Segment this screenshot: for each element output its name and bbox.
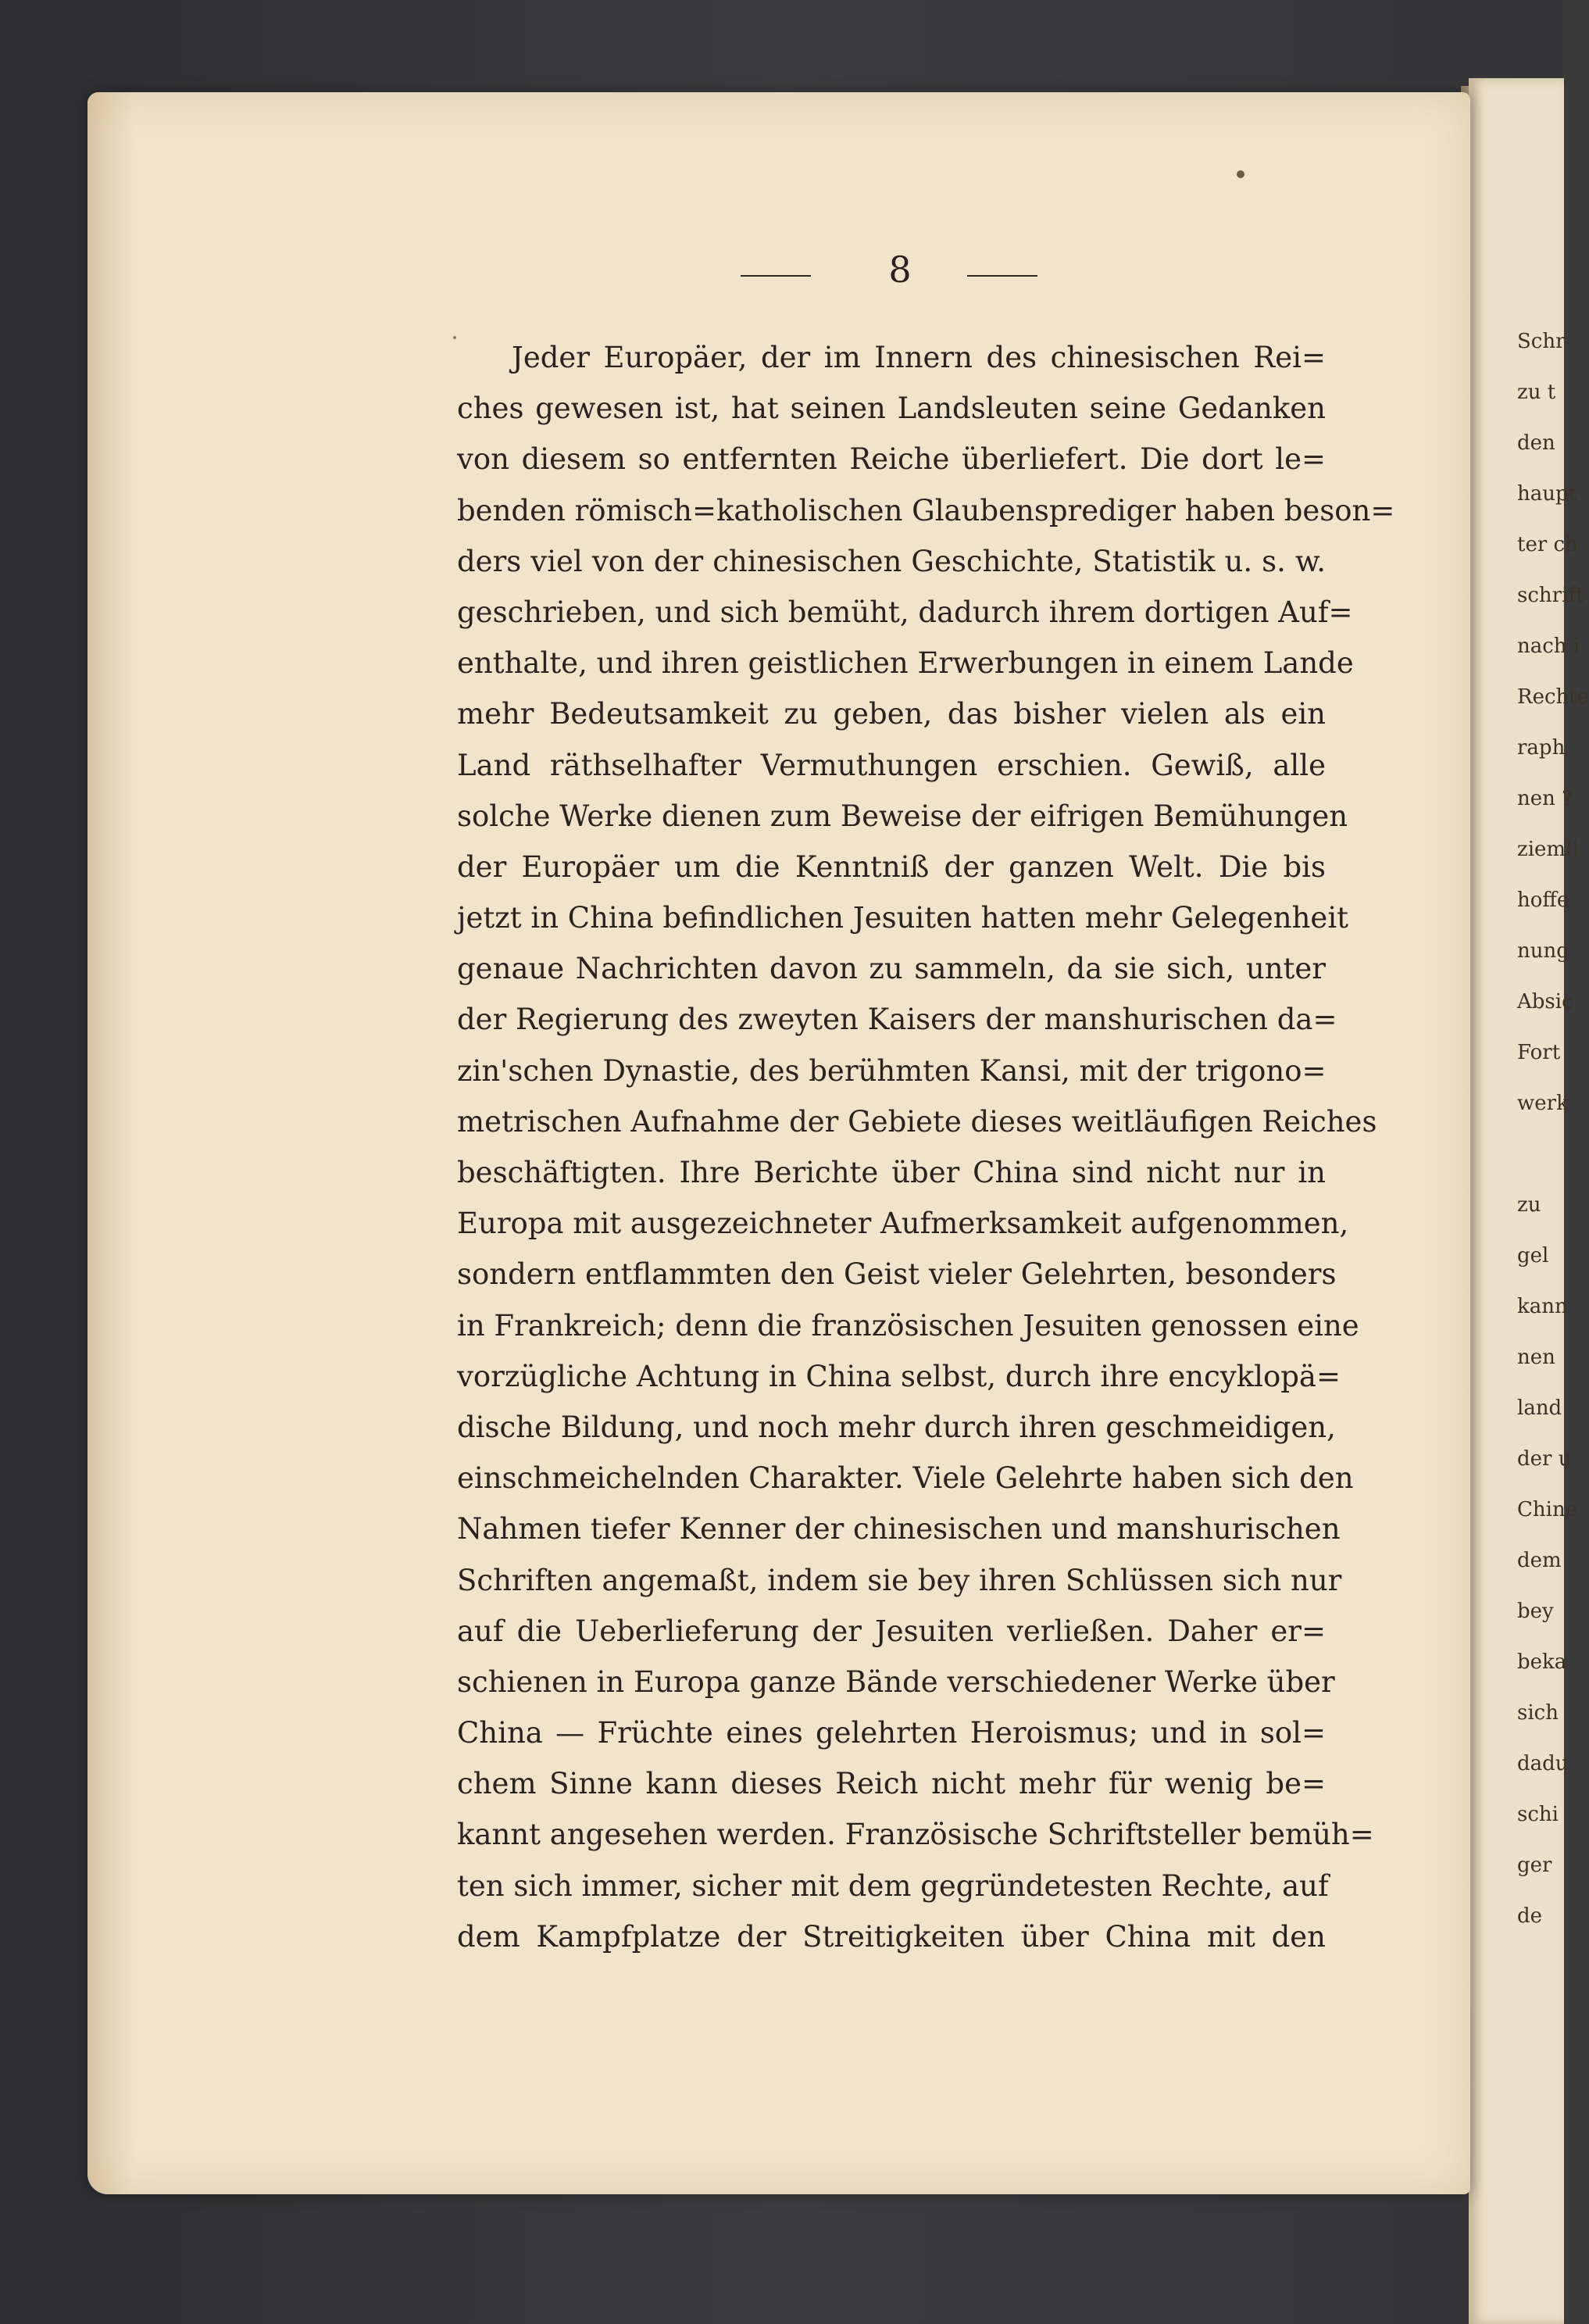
next-page-line: der u	[1517, 1447, 1572, 1471]
text-line: einschmeichelnden Charakter. Viele Gelehrte haben sich den	[457, 1461, 1354, 1496]
next-page-line: haupt	[1517, 482, 1577, 506]
text-line: der Regierung des zweyten Kaisers der manshurischen da=	[457, 1003, 1337, 1037]
text-line: enthalte, und ihren geistlichen Erwerbungen in einem Lande	[457, 646, 1354, 681]
next-page-line: Chine	[1517, 1498, 1578, 1521]
page-number: 8	[888, 248, 912, 291]
next-page-line: Fort	[1517, 1041, 1561, 1064]
next-page-line: schi	[1517, 1803, 1559, 1826]
text-line: auf die Ueberlieferung der Jesuiten verließen. Daher er=	[457, 1614, 1326, 1648]
text-line: China — Früchte eines gelehrten Heroismus; und in sol=	[457, 1716, 1326, 1750]
text-line: geschrieben, und sich bemüht, dadurch ihrem dortigen Auf=	[457, 595, 1353, 629]
text-line: benden römisch=katholischen Glaubensprediger haben beson=	[457, 493, 1395, 527]
text-line: ders viel von der chinesischen Geschichte, Statistik u. s. w.	[457, 544, 1326, 578]
next-page-line: zu t	[1517, 381, 1556, 404]
text-line: Jeder Europäer, der im Innern des chinesischen Rei=	[512, 341, 1326, 374]
text-line: solche Werke dienen zum Beweise der eifrigen Bemühungen	[457, 799, 1348, 833]
text-line: kannt angesehen werden. Französische Schriftsteller bemüh=	[457, 1818, 1374, 1852]
next-page-line: den	[1517, 431, 1555, 455]
text-line: Europa mit ausgezeichneter Aufmerksamkeit aufgenommen,	[457, 1207, 1349, 1241]
text-line: Land räthselhafter Vermuthungen erschien. Gewiß, alle	[457, 748, 1326, 782]
text-line: mehr Bedeutsamkeit zu geben, das bisher vielen als ein	[457, 697, 1326, 731]
next-page-line: nen	[1517, 1346, 1555, 1369]
ink-speck	[453, 336, 456, 339]
next-page-line: dem	[1517, 1549, 1562, 1572]
next-page-line: Rechte	[1517, 685, 1589, 709]
ink-spot	[1237, 170, 1244, 178]
text-line: vorzügliche Achtung in China selbst, durch ihre encyklopä=	[457, 1359, 1341, 1393]
text-line: der Europäer um die Kenntniß der ganzen Welt. Die bis	[457, 849, 1326, 884]
next-page-line: sich	[1517, 1701, 1559, 1725]
next-page-line: bey	[1517, 1600, 1554, 1623]
text-line: zin'schen Dynastie, des berühmten Kansi, mit der trigono=	[457, 1053, 1327, 1088]
text-line: beschäftigten. Ihre Berichte über China sind nicht nur in	[457, 1156, 1326, 1189]
text-line: in Frankreich; denn die französischen Jesuiten genossen eine	[457, 1308, 1359, 1343]
next-page-line: schrift	[1517, 584, 1584, 607]
text-line: genaue Nachrichten davon zu sammeln, da sie sich, unter	[457, 952, 1326, 986]
text-line: metrischen Aufnahme der Gebiete dieses weitläufigen Reiches	[457, 1104, 1377, 1139]
next-page-line	[1517, 1129, 1562, 1180]
text-line: schienen in Europa ganze Bände verschiedener Werke über	[457, 1664, 1335, 1699]
next-page-line: ziemli	[1517, 838, 1579, 861]
next-page-line: kann	[1517, 1295, 1568, 1318]
header-rule-left	[741, 275, 811, 277]
text-line: dem Kampfplatze der Streitigkeiten über China mit den	[457, 1919, 1326, 1954]
text-line: von diesem so entfernten Reiche überliefert. Die dort le=	[457, 442, 1326, 477]
next-page-line: de	[1517, 1904, 1543, 1928]
text-line: Nahmen tiefer Kenner der chinesischen und manshurischen	[457, 1512, 1341, 1546]
next-page-line: nach i	[1517, 635, 1580, 658]
next-page-line: raph	[1517, 736, 1566, 760]
text-line: jetzt in China befindlichen Jesuiten hatten mehr Gelegenheit	[457, 901, 1349, 935]
next-page-line: dadu	[1517, 1752, 1569, 1775]
text-line: dische Bildung, und noch mehr durch ihren geschmeidigen,	[457, 1410, 1336, 1444]
text-line: sondern entflammten den Geist vieler Gelehrten, besonders	[457, 1257, 1337, 1292]
next-page-text	[1517, 316, 1589, 1942]
next-page-line: land	[1517, 1396, 1562, 1420]
next-page-line: Schr	[1517, 330, 1566, 353]
text-line: chem Sinne kann dieses Reich nicht mehr für wenig be=	[457, 1767, 1326, 1801]
page-header	[734, 248, 1062, 295]
next-page-line: nen ?	[1517, 787, 1573, 810]
next-page-line: werk	[1517, 1092, 1569, 1115]
body-text	[457, 332, 1395, 1962]
next-page-line: gel	[1517, 1244, 1549, 1267]
page-fold-shadow	[87, 92, 134, 2194]
next-page-line: hoffe	[1517, 888, 1569, 912]
next-page-line: Absic	[1517, 990, 1573, 1014]
next-page-line: nung	[1517, 939, 1569, 963]
text-line: ten sich immer, sicher mit dem gegründetesten Rechte, auf	[457, 1868, 1329, 1903]
next-page-line: beka	[1517, 1650, 1567, 1674]
next-page-line: zu	[1517, 1193, 1541, 1217]
text-line: ches gewesen ist, hat seinen Landsleuten seine Gedanken	[457, 392, 1326, 426]
next-page-line: ter ch	[1517, 533, 1578, 556]
text-line: Schriften angemaßt, indem sie bey ihren Schlüssen sich nur	[457, 1563, 1342, 1597]
header-rule-right	[967, 275, 1037, 277]
next-page-line: ger	[1517, 1854, 1552, 1877]
